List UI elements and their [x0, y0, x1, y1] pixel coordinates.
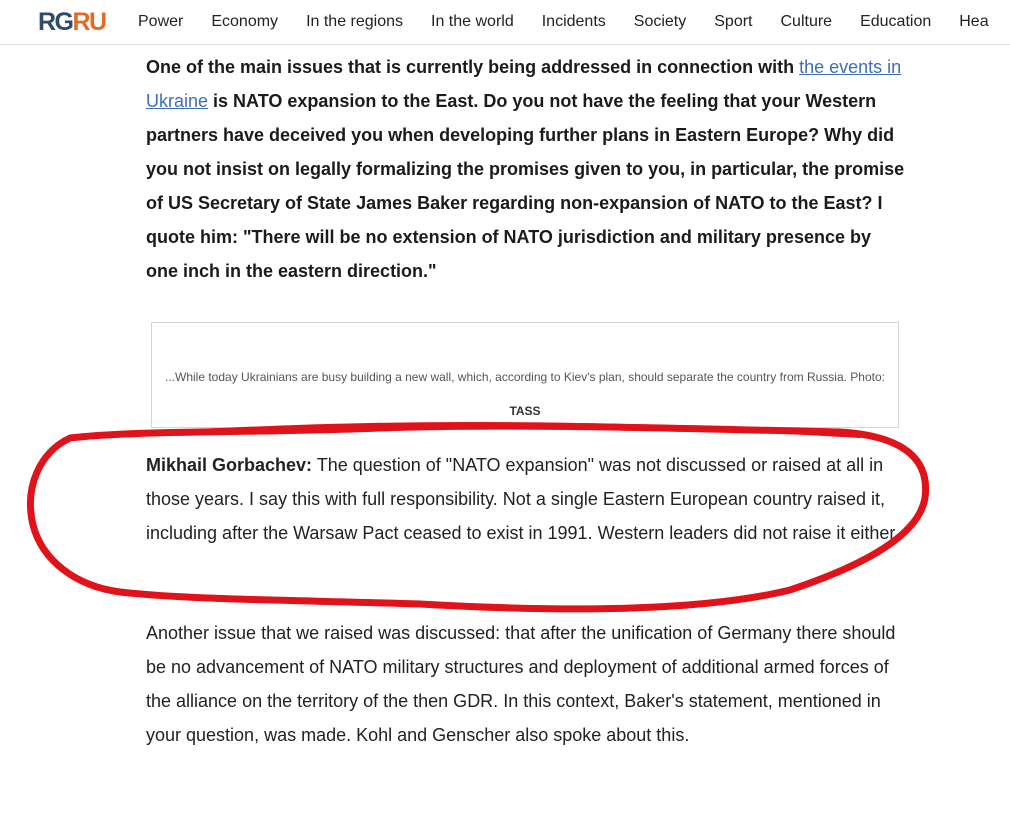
photo-source: TASS — [509, 404, 541, 418]
question-text-start: One of the main issues that is currently being addressed in connection with — [146, 57, 800, 77]
answer-speaker: Mikhail Gorbachev: — [146, 455, 313, 475]
site-logo[interactable] — [38, 8, 106, 36]
nav-item-health[interactable]: Hea — [959, 13, 989, 30]
nav-item-incidents[interactable]: Incidents — [541, 13, 606, 30]
question-text-end: is NATO expansion to the East. Do you not have the feeling that your Western partners have deceived you when developing further plans in Eastern Europe? Why did you not insist on legally formalizing the promises given to you, in particular, the promise of US Secretary of State James Baker regarding non-expansion of NATO to the East? I quote him: "There will be no extension of NATO jurisdiction and military presence by one inch in the eastern direction." — [146, 91, 905, 281]
nav-item-culture[interactable]: Culture — [780, 13, 833, 30]
nav-item-power[interactable]: Power — [138, 13, 184, 30]
nav-item-education[interactable]: Education — [860, 13, 932, 30]
gorbachev-answer — [146, 448, 906, 550]
main-nav — [138, 12, 1010, 32]
logo-ru: RU — [72, 8, 106, 36]
logo-rg: RG — [38, 8, 73, 36]
top-navigation-bar — [0, 0, 1010, 45]
nav-item-in-the-regions[interactable]: In the regions — [306, 13, 404, 30]
nav-item-economy[interactable]: Economy — [211, 13, 279, 30]
interview-question — [146, 50, 906, 288]
answer-text: The question of "NATO expansion" was not discussed or raised at all in those years. I say this with full responsibility. Not a single Eastern European country raised it, including after the Warsaw Pact ceased to exist in 1991. Western leaders did not raise it either. — [146, 455, 900, 543]
nav-item-sport[interactable]: Sport — [714, 13, 753, 30]
nav-item-society[interactable]: Society — [633, 13, 687, 30]
caption-text: ...While today Ukrainians are busy building a new wall, which, according to Kiev's plan, should separate the country from Russia. Photo: — [165, 370, 885, 384]
answer-continuation: Another issue that we raised was discussed: that after the unification of Germany there should be no advancement of NATO military structures and deployment of additional armed forces of the alliance on the territory of the then GDR. In this context, Baker's statement, mentioned in your question, was made. Kohl and Genscher also spoke about this. — [146, 623, 896, 745]
photo-caption-box — [151, 322, 899, 428]
nav-item-in-the-world[interactable]: In the world — [431, 13, 514, 30]
events-in-ukraine-link[interactable]: the events in Ukraine — [146, 57, 902, 111]
photo-caption — [162, 360, 888, 428]
